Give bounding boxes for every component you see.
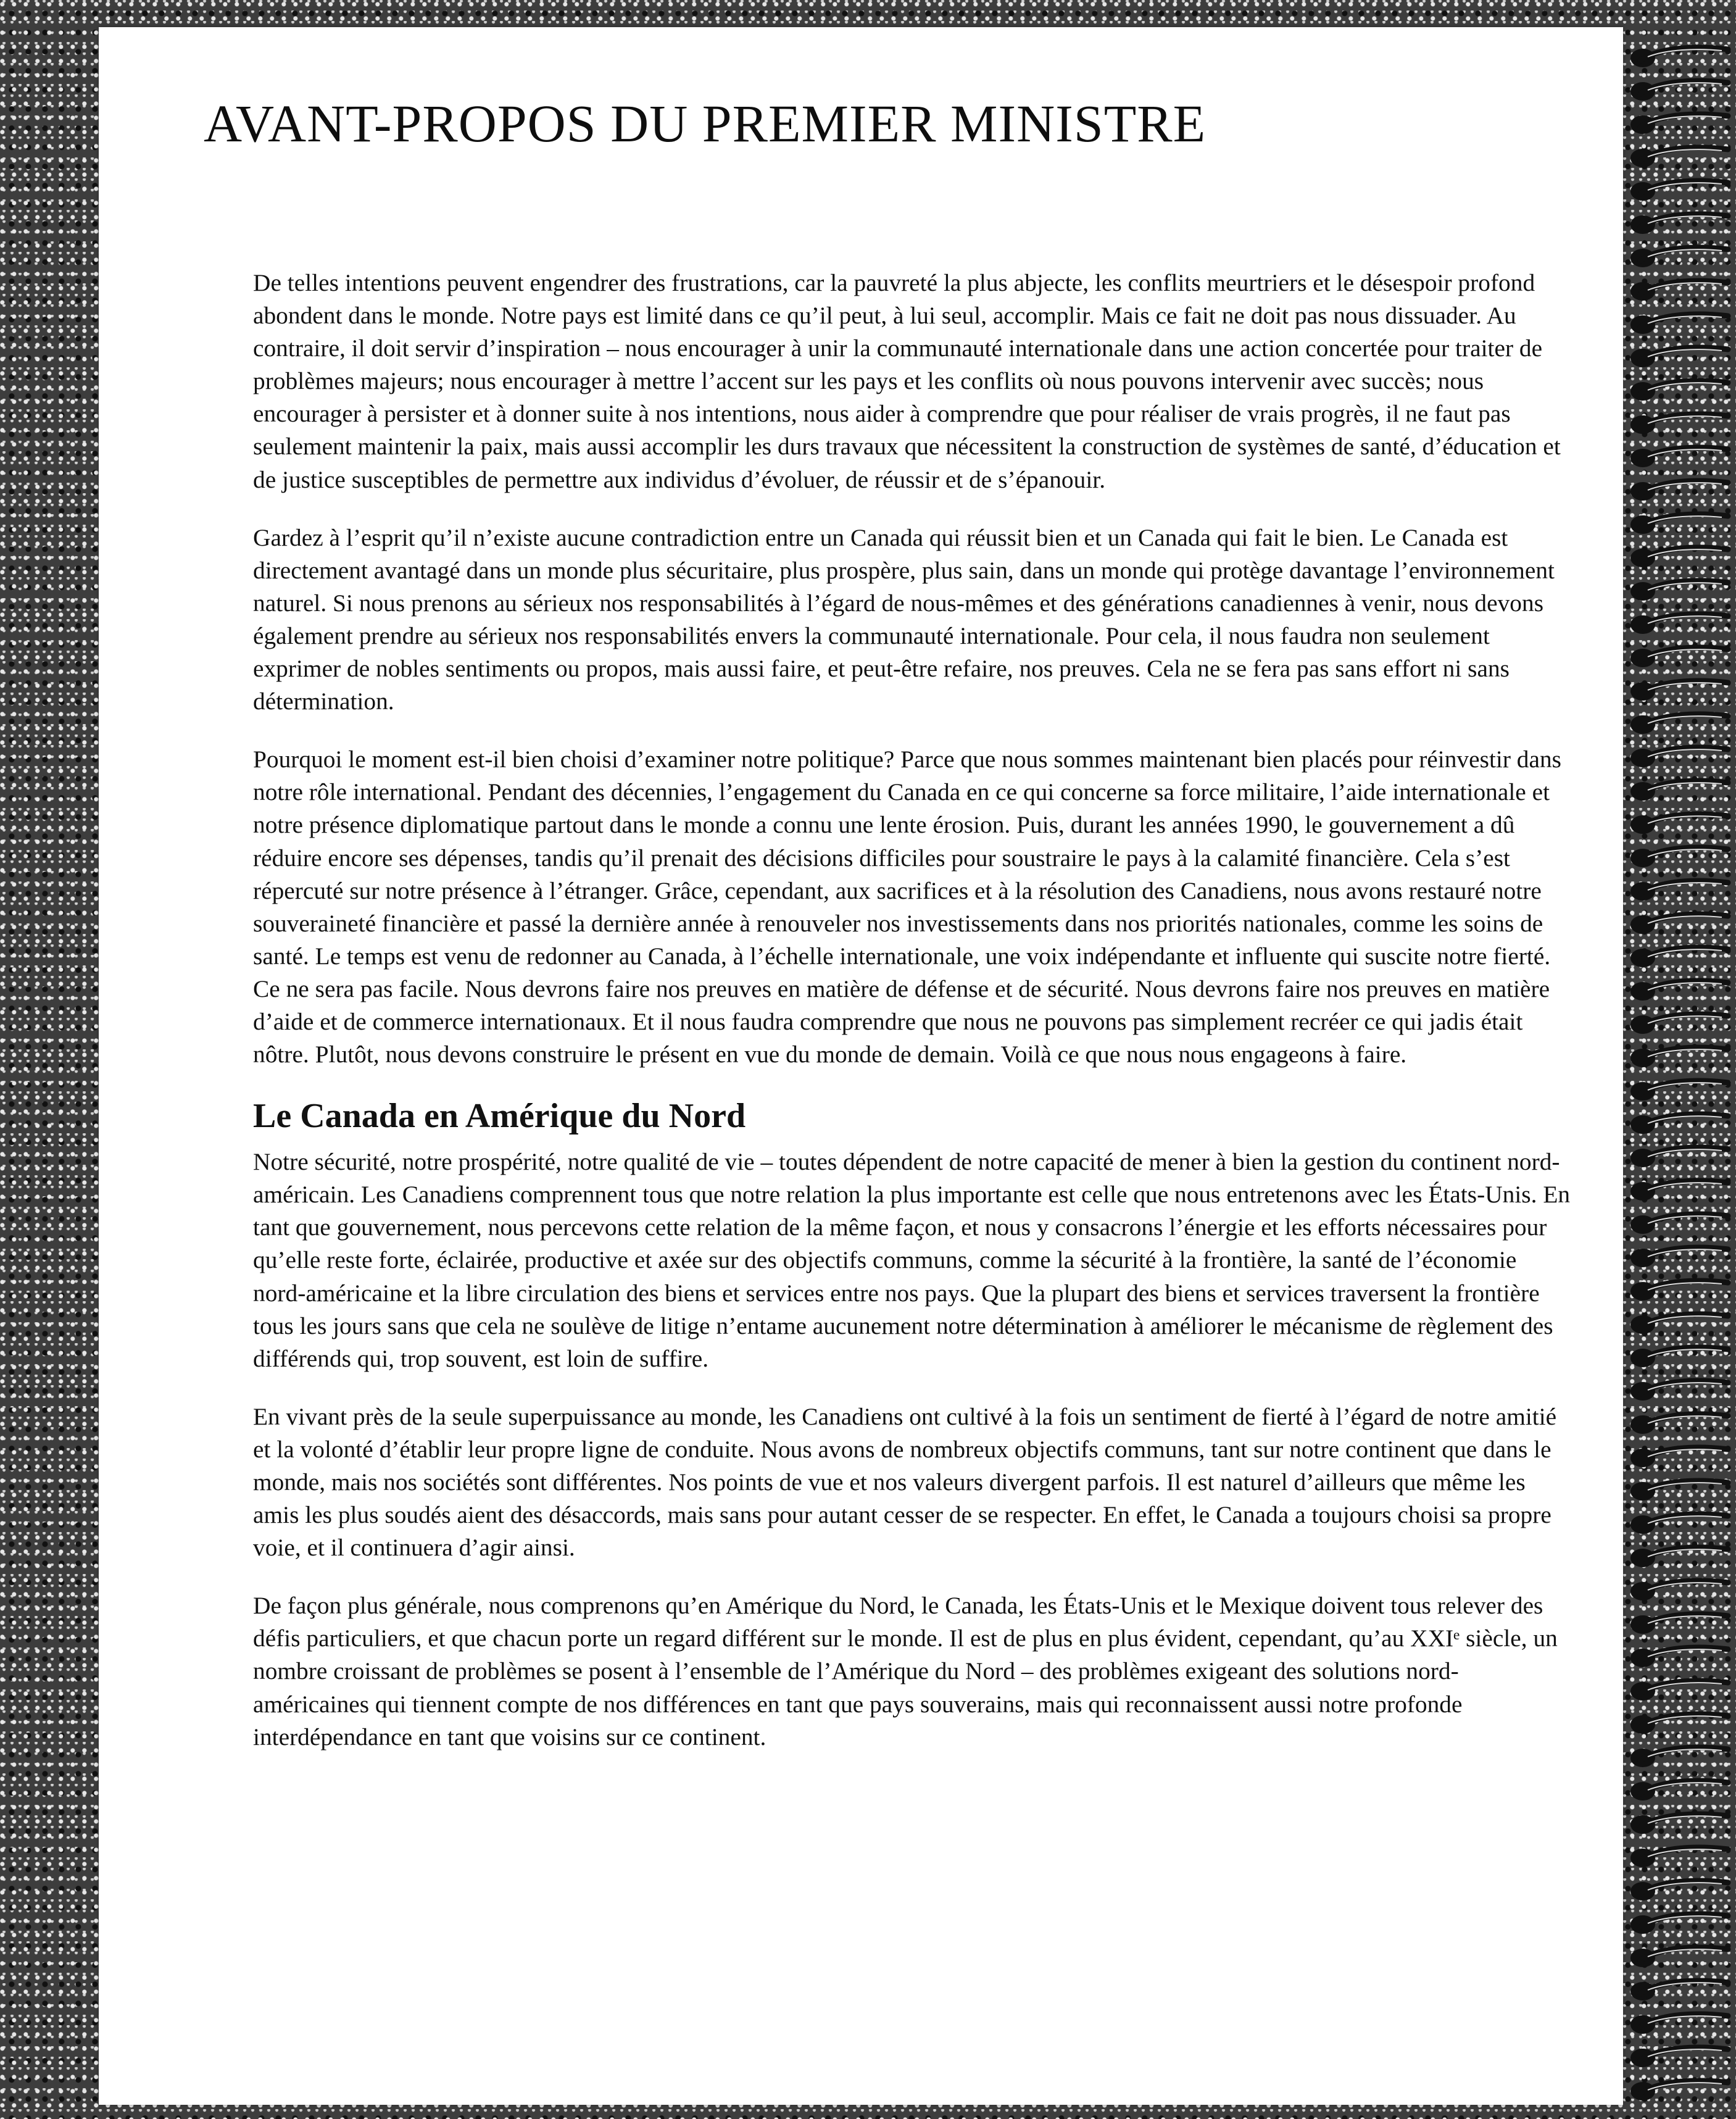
binding-coil: [1629, 1543, 1733, 1569]
binding-coil: [1629, 510, 1733, 536]
binding-coil: [1629, 377, 1733, 402]
binding-coil: [1629, 1876, 1733, 1902]
paragraph: Notre sécurité, notre prospérité, notre qualité de vie – toutes dépendent de notre capacité de mener à bien la gestion du continent nord-américain. Les Canadiens comprennent tous que notre relation la plus importante est celle que nous entretenons avec les États-Unis. En tant que gouvernement, nous percevons cette relation de la même façon, et nous y consacrons l’énergie et les efforts nécessaires pour qu’elle reste forte, éclairée, productive et axée sur des objectifs communs, comme la sécurité à la frontière, la santé de l’économie nord-américaine et la libre circulation des biens et services entre nos pays. Que la plupart des biens et services traversent la frontière tous les jours sans que cela ne soulève de litige n’entame aucunement notre détermination à améliorer le mécanisme de règlement des différends qui, trop souvent, est loin de suffire.: [253, 1148, 1571, 1372]
binding-coil: [1629, 643, 1733, 669]
binding-coil: [1629, 2043, 1733, 2069]
binding-coil: [1629, 1943, 1733, 1969]
binding-coil: [1629, 1276, 1733, 1302]
binding-coil: [1629, 743, 1733, 769]
binding-coil: [1629, 876, 1733, 902]
binding-coil: [1629, 1643, 1733, 1669]
binding-coil: [1629, 1743, 1733, 1769]
binding-coil: [1629, 1010, 1733, 1036]
binding-coil: [1629, 577, 1733, 602]
binding-coil: [1629, 1843, 1733, 1869]
binding-coil: [1629, 910, 1733, 936]
paragraph: Pourquoi le moment est-il bien choisi d’examiner notre politique? Parce que nous sommes maintenant bien placés pour réinvestir dans notre rôle international. Pendant des décennies, l’engagement du Canada en ce qui concerne sa force militaire, l’aide internationale et notre présence diplomatique partout dans le monde a connu une lente érosion. Puis, durant les années 1990, le gouvernement a dû réduire encore ses dépenses, tandis qu’il prenait des décisions difficiles pour soustraire le pays à la calamité financière. Cela s’est répercuté sur notre présence à l’étranger. Grâce, cependant, aux sacrifices et à la résolution des Canadiens, nous avons restauré notre souveraineté financière et passé la dernière année à renouveler nos investissements dans nos priorités nationales, comme les soins de santé. Le temps est venu de redonner au Canada, à l’échelle internationale, une voix indépendante et influente qui suscite notre fierté. Ce ne sera pas facile. Nous devrons faire nos preuves en matière de défense et de sécurité. Nous devrons faire nos preuves en matière d’aide et de commerce internationaux. Et il nous faudra comprendre que nous ne pouvons pas simplement recréer ce qui jadis était nôtre. Plutôt, nous devons construire le présent en vue du monde de demain. Voilà ce que nous nous engageons à faire.: [253, 746, 1561, 1068]
binding-coil: [1629, 1410, 1733, 1436]
binding-coil: [1629, 1343, 1733, 1369]
binding-coil: [1629, 1610, 1733, 1636]
binding-coil: [1629, 1776, 1733, 1802]
binding-coil: [1629, 943, 1733, 969]
page-title: AVANT-PROPOS DU PREMIER MINISTRE: [204, 94, 1206, 153]
binding-coil: [1629, 676, 1733, 702]
binding-coil: [1629, 1043, 1733, 1069]
binding-coil: [1629, 1510, 1733, 1536]
paragraph: Gardez à l’esprit qu’il n’existe aucune contradiction entre un Canada qui réussit bien et un Canada qui fait le bien. Le Canada est directement avantagé dans un monde plus sécuritaire, plus prospère, plus sain, dans un monde qui protège davantage l’environnement naturel. Si nous prenons au sérieux nos responsabilités à l’égard de nous-mêmes et des générations canadiennes à venir, nous devons également prendre au sérieux nos responsabilités envers la communauté internationale. Pour cela, il nous faudra non seulement exprimer de nobles sentiments ou propos, mais aussi faire, et peut-être refaire, nos preuves. Cela ne se fera pas sans effort ni sans détermination.: [253, 523, 1555, 715]
document-body: [253, 267, 1574, 1779]
binding-coil: [1629, 1143, 1733, 1169]
binding-coil: [1629, 1243, 1733, 1269]
binding-coil: [1629, 1310, 1733, 1336]
binding-coil: [1629, 710, 1733, 736]
binding-coil: [1629, 77, 1733, 102]
section-heading: Le Canada en Amérique du Nord: [253, 1097, 746, 1136]
binding-coil: [1629, 1176, 1733, 1202]
binding-coil: [1629, 410, 1733, 436]
binding-coil: [1629, 110, 1733, 136]
binding-coil: [1629, 210, 1733, 236]
binding-coil: [1629, 443, 1733, 469]
binding-coil: [1629, 177, 1733, 202]
binding-coil: [1629, 543, 1733, 569]
binding-coil: [1629, 243, 1733, 269]
binding-coil: [1629, 143, 1733, 169]
binding-coil: [1629, 843, 1733, 869]
binding-coil: [1629, 1110, 1733, 1136]
spiral-binding: [1629, 43, 1736, 2111]
binding-coil: [1629, 343, 1733, 369]
binding-coil: [1629, 1710, 1733, 1736]
binding-coil: [1629, 310, 1733, 336]
binding-coil: [1629, 1476, 1733, 1502]
binding-coil: [1629, 976, 1733, 1002]
binding-coil: [1629, 43, 1733, 69]
binding-coil: [1629, 1976, 1733, 2002]
binding-coil: [1629, 1443, 1733, 1469]
binding-coil: [1629, 1076, 1733, 1102]
binding-coil: [1629, 776, 1733, 802]
binding-coil: [1629, 810, 1733, 836]
binding-coil: [1629, 2076, 1733, 2102]
paragraph: De façon plus générale, nous comprenons qu’en Amérique du Nord, le Canada, les États-Unis et le Mexique doivent tous relever des défis particuliers, et que chacun porte un regard différent sur le monde. Il est de plus en plus évident, cependant, qu’au XXIᵉ siècle, un nombre croissant de problèmes se posent à l’ensemble de l’Amérique du Nord – des problèmes exigeant des solutions nord-américaines qui tiennent compte de nos différences en tant que pays souverains, mais qui reconnaissent aussi notre profonde interdépendance en tant que voisins sur ce continent.: [253, 1592, 1558, 1751]
binding-coil: [1629, 610, 1733, 636]
binding-coil: [1629, 1210, 1733, 1236]
binding-coil: [1629, 1676, 1733, 1702]
binding-coil: [1629, 277, 1733, 302]
paragraph: En vivant près de la seule superpuissance au monde, les Canadiens ont cultivé à la fois un sentiment de fierté à l’égard de notre amitié et la volonté d’établir leur propre ligne de conduite. Nous avons de nombreux objectifs communs, tant sur notre continent que dans le monde, mais nos sociétés sont différentes. Nos points de vue et nos valeurs divergent parfois. Il est naturel d’ailleurs que même les amis les plus soudés aient des désaccords, mais sans pour autant cesser de se respecter. En effet, le Canada a toujours choisi sa propre voie, et il continuera d’agir ainsi.: [253, 1402, 1557, 1562]
binding-coil: [1629, 1810, 1733, 1836]
binding-coil: [1629, 1910, 1733, 1936]
binding-coil: [1629, 2010, 1733, 2036]
binding-coil: [1629, 1576, 1733, 1602]
binding-coil: [1629, 477, 1733, 502]
binding-coil: [1629, 1376, 1733, 1402]
paragraph: De telles intentions peuvent engendrer des frustrations, car la pauvreté la plus abjecte, les conflits meurtriers et le désespoir profond abondent dans le monde. Notre pays est limité dans ce qu’il peut, à lui seul, accomplir. Mais ce fait ne doit pas nous dissuader. Au contraire, il doit servir d’inspiration – nous encourager à unir la communauté internationale dans une action concertée pour traiter de problèmes majeurs; nous encourager à mettre l’accent sur les pays et les conflits où nous pouvons intervenir avec succès; nous encourager à persister et à donner suite à nos intentions, nous aider à comprendre que pour réaliser de vrais progrès, il ne faut pas seulement maintenir la paix, mais aussi accomplir les durs travaux que nécessitent la construction de systèmes de santé, d’éducation et de justice susceptibles de permettre aux individus d’évoluer, de réussir et de s’épanouir.: [253, 269, 1561, 493]
